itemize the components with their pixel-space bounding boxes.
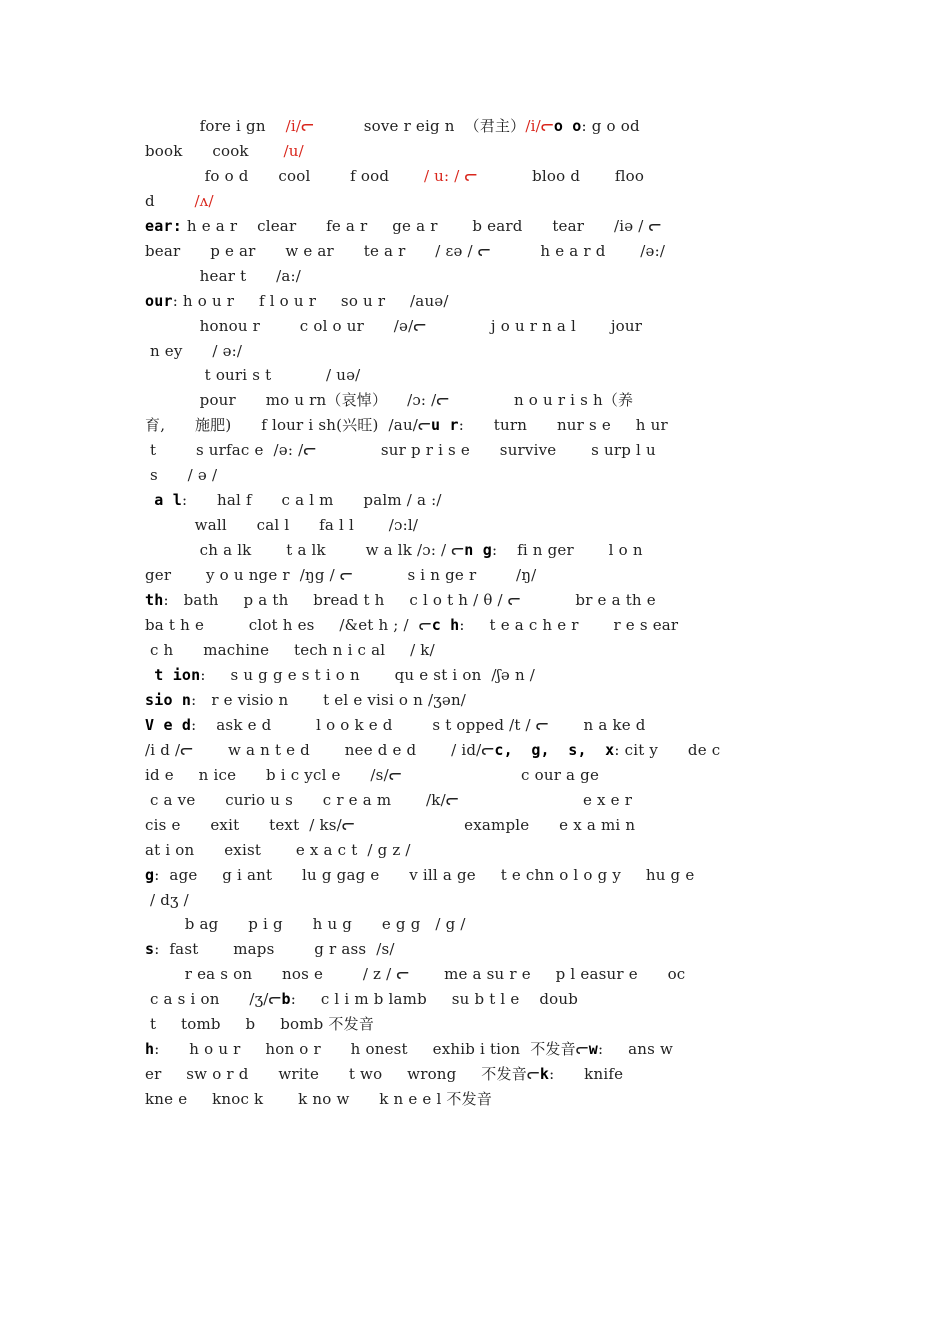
line-text: kne e knoc k k no w k n e e l 不发音 [145,1090,493,1108]
text-line [145,1038,810,1060]
text-line [145,564,810,586]
text-line [145,839,810,861]
letter-pattern-heading: ear: [145,217,182,235]
line-text: h e a r clear fe a r ge a r b eard tear /iə / ᓕ [181,217,662,235]
letter-pattern-heading: sio n [145,691,192,709]
phonetic-red-text: /i/ᓕ [525,117,554,135]
line-text: d [145,192,195,210]
letter-pattern-heading: our [145,292,173,310]
text-line [145,789,810,811]
line-text: n ey / ə:/ [145,342,243,360]
line-text: / dʒ / [145,891,189,909]
phonetic-red-text: /ʌ/ [194,192,214,210]
text-line [145,489,810,511]
line-text: : t e a c h e r r e s ear [459,616,679,634]
line-text: : knife [549,1065,624,1083]
text-line [145,190,810,212]
line-text: : turn nur s e h ur [458,416,668,434]
line-text: c a s i on /ʒ/ᓕ [145,990,282,1008]
text-line [145,315,810,337]
phonetic-red-text: /u/ [283,142,304,160]
line-text: er sw o r d write t wo wrong 不发音ᓕ [145,1065,540,1083]
line-text: fo o d cool f ood [145,167,424,185]
text-line [145,764,810,786]
text-line [145,739,810,761]
text-line [145,864,810,886]
letter-pattern-heading: g [145,866,155,884]
text-line [145,963,810,985]
letter-pattern-heading: s [145,940,155,958]
text-line [145,1088,810,1110]
line-text: c h machine tech n i c al / k/ [145,641,435,659]
text-line [145,514,810,536]
line-text: wall cal l fa l l /ɔ:l/ [145,516,419,534]
text-line [145,165,810,187]
line-text: bloo d floo [477,167,645,185]
text-line [145,364,810,386]
letter-pattern-heading: w [588,1040,599,1058]
letter-pattern-heading: th [145,591,164,609]
text-line [145,589,810,611]
letter-pattern-heading: n g [464,541,492,559]
line-text: : hal f c a l m palm / a :/ [181,491,442,509]
line-text: : c l i m b lamb su b t l e doub [290,990,579,1008]
letter-pattern-heading: u r [431,416,459,434]
letter-pattern-heading: h [145,1040,155,1058]
line-text: bear p e ar w e ar te a r / ɛə / ᓕ h e a r d /ə:/ [145,242,666,260]
phonetic-red-text: / u: / ᓕ [423,167,478,185]
line-text: : ans w [598,1040,674,1058]
text-line [145,115,810,137]
text-line [145,664,810,686]
text-line [145,240,810,262]
letter-pattern-heading: V e d [145,716,192,734]
text-line [145,464,810,486]
line-text: t ouri s t / uə/ [145,366,361,384]
line-text: 育, 施肥) f lour i sh(兴旺) /au/ᓕ [145,416,432,434]
line-text: sove r eig n （君主） [314,117,526,135]
letter-pattern-heading: c, g, s, x [494,741,615,759]
line-text: id e n ice b i c ycl e /s/ᓕ c our a ge [145,766,600,784]
text-line [145,639,810,661]
text-line [145,988,810,1010]
text-line [145,1013,810,1035]
text-line [145,689,810,711]
line-text: cis e exit text / ks/ᓕ example e x a mi n [145,816,636,834]
text-line [145,414,810,436]
text-line [145,265,810,287]
line-text: ger y o u nge r /ŋg / ᓕ s i n ge r /ŋ/ [145,566,537,584]
text-line [145,814,810,836]
line-text: : h o u r f l o u r so u r /auə/ [172,292,449,310]
line-text: r ea s on nos e / z / ᓕ me a su r e p l easur e oc [145,965,686,983]
text-line [145,140,810,162]
line-text: ch a lk t a lk w a lk /ɔ: / ᓕ [145,541,465,559]
text-line [145,913,810,935]
line-text: : fast maps g r ass /s/ [154,940,395,958]
text-line [145,1063,810,1085]
line-text: b ag p i g h u g e g g / g / [145,915,466,933]
text-line [145,614,810,636]
line-text: : g o od [581,117,640,135]
line-text: hear t /a:/ [145,267,302,285]
text-line [145,389,810,411]
letter-pattern-heading: o o [553,117,582,135]
line-text: t s urfac e /ə: /ᓕ sur p r i s e survive s urp l u [145,441,656,459]
line-text: /i d /ᓕ w a n t e d nee d e d / id/ᓕ [145,741,495,759]
text-line [145,215,810,237]
text-line [145,889,810,911]
line-text: book cook [145,142,284,160]
text-line [145,290,810,312]
line-text: c a ve curio u s c r e a m /k/ᓕ e x e r [145,791,633,809]
letter-pattern-heading: k [539,1065,550,1083]
letter-pattern-heading: t ion [145,666,201,684]
line-text: : h o u r hon o r h onest exhib i tion 不发音ᓕ [154,1040,589,1058]
line-text: : age g i ant lu g gag e v ill a ge t e chn o l o g y hu g e [154,866,695,884]
line-text: honou r c ol o ur /ə/ᓕ j o u r n a l jour [145,317,643,335]
line-text: at i on exist e x a c t / g z / [145,841,411,859]
line-text: : bath p a th bread t h c l o t h / θ / ᓕ br e a th e [163,591,656,609]
line-text: : fi n ger l o n [491,541,643,559]
text-line [145,340,810,362]
line-text: t tomb b bomb 不发音 [145,1015,375,1033]
line-text: pour mo u rn（哀悼） /ɔ: /ᓕ n o u r i s h（养 [145,391,634,409]
letter-pattern-heading: c h [431,616,460,634]
text-line [145,539,810,561]
text-line [145,938,810,960]
letter-pattern-heading: a l [145,491,182,509]
line-text: s / ə / [145,466,218,484]
text-line [145,714,810,736]
line-text: ba t h e clot h es /&et h ; / ᓕ [145,616,432,634]
line-text: : s u g g e s t i o n qu e st i on /ʃə n / [200,666,536,684]
text-line [145,439,810,461]
letter-pattern-heading: b [281,990,291,1008]
phonetic-red-text: /i/ᓕ [285,117,315,135]
line-text: : r e visio n t el e visi o n /ʒən/ [191,691,467,709]
line-text: : ask e d l o o k e d s t opped /t / ᓕ n a ke d [191,716,646,734]
line-text: fore i gn [145,117,286,135]
line-text: : cit y de c [614,741,721,759]
